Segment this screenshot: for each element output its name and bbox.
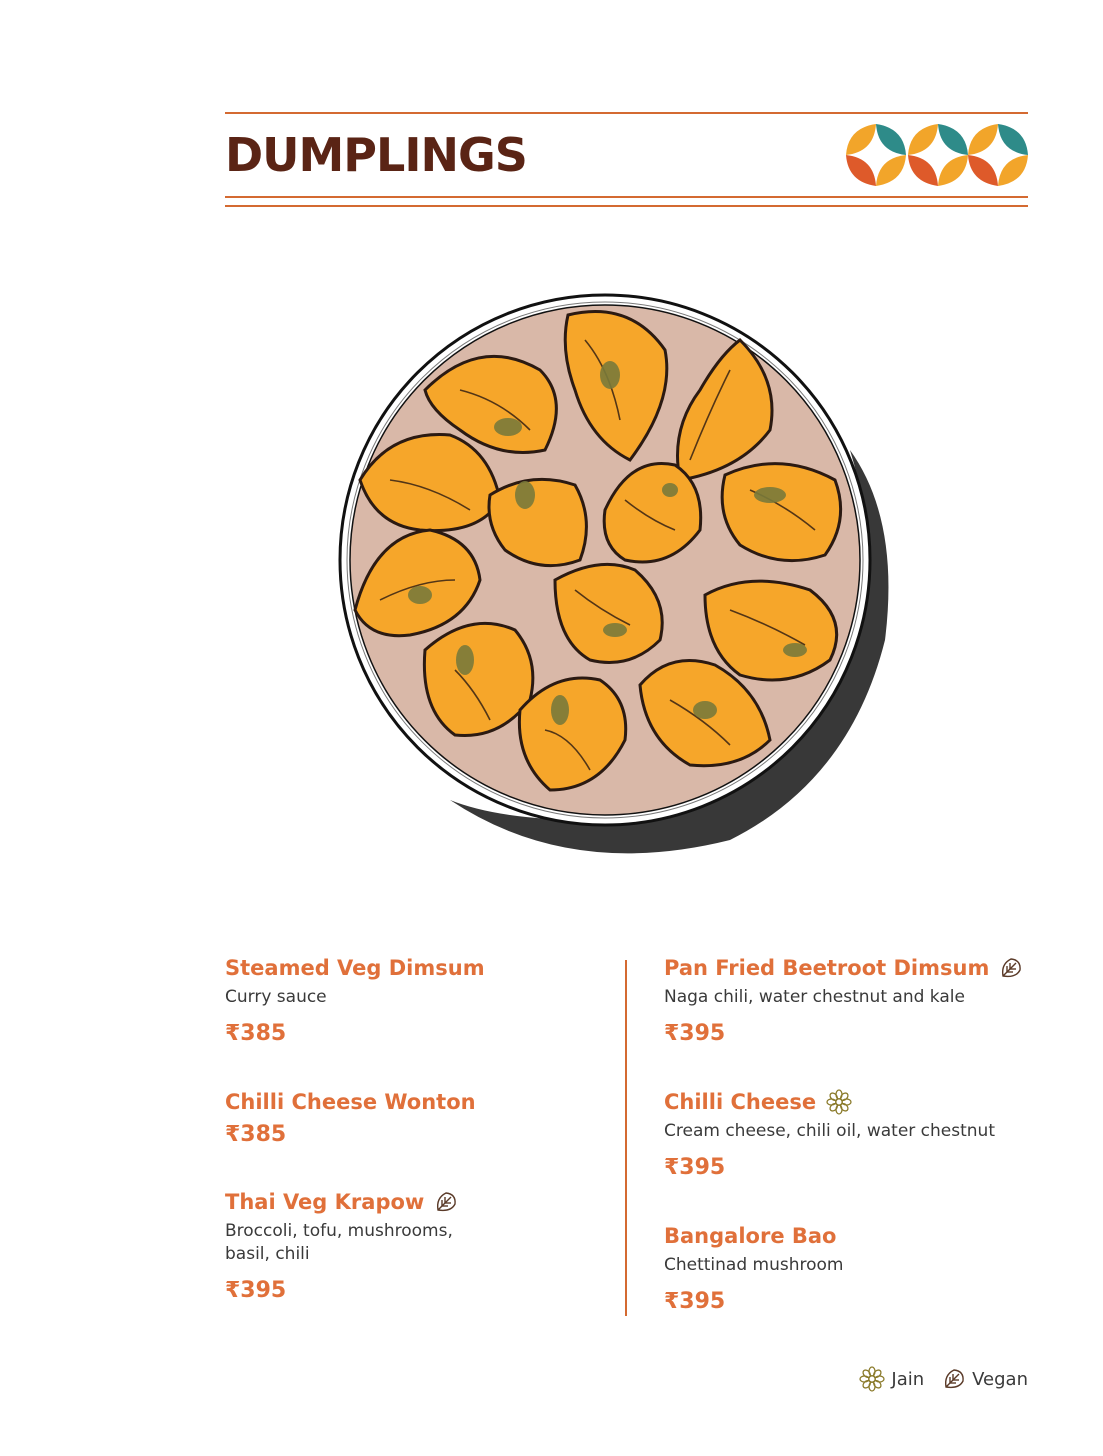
item-price: ₹385 bbox=[225, 1021, 287, 1046]
menu-item bbox=[664, 954, 1023, 1049]
legend-vegan bbox=[942, 1367, 1028, 1391]
petal-pattern-icon bbox=[846, 122, 1030, 188]
jain-flower-icon bbox=[859, 1366, 885, 1392]
dietary-legend bbox=[859, 1366, 1028, 1392]
item-name-row bbox=[664, 954, 1023, 982]
item-description: Naga chili, water chestnut and kale bbox=[664, 987, 965, 1007]
legend-jain bbox=[859, 1366, 924, 1392]
item-name-row bbox=[664, 1088, 995, 1116]
item-description-line: basil, chili bbox=[225, 1244, 310, 1264]
item-name: Steamed Veg Dimsum bbox=[225, 956, 485, 980]
menu-item bbox=[225, 1088, 476, 1150]
item-price: ₹385 bbox=[225, 1122, 287, 1147]
vegan-leaf-icon bbox=[999, 956, 1023, 980]
item-description bbox=[225, 1220, 458, 1266]
menu-item bbox=[225, 1188, 458, 1306]
item-name-row bbox=[225, 1188, 458, 1216]
item-description: Curry sauce bbox=[225, 987, 327, 1007]
dumpling-plate-illustration bbox=[330, 280, 910, 870]
item-description: Cream cheese, chili oil, water chestnut bbox=[664, 1121, 995, 1141]
item-name: Chilli Cheese Wonton bbox=[225, 1090, 476, 1114]
legend-vegan-label: Vegan bbox=[972, 1368, 1028, 1390]
header-rule-2 bbox=[225, 205, 1028, 207]
column-divider bbox=[625, 960, 627, 1316]
item-price: ₹395 bbox=[225, 1278, 287, 1303]
header-rule-1 bbox=[225, 196, 1028, 198]
item-description-line: Broccoli, tofu, mushrooms, bbox=[225, 1221, 453, 1241]
menu-item bbox=[664, 1088, 995, 1183]
page-title: DUMPLINGS bbox=[225, 128, 527, 182]
menu-item bbox=[225, 954, 485, 1049]
item-name: Pan Fried Beetroot Dimsum bbox=[664, 956, 990, 980]
header-top-rule bbox=[225, 112, 1028, 114]
vegan-leaf-icon bbox=[434, 1190, 458, 1214]
item-description: Chettinad mushroom bbox=[664, 1255, 844, 1275]
jain-flower-icon bbox=[826, 1089, 852, 1115]
legend-jain-label: Jain bbox=[891, 1368, 925, 1390]
item-name: Bangalore Bao bbox=[664, 1224, 837, 1248]
item-price: ₹395 bbox=[664, 1155, 726, 1180]
item-name: Thai Veg Krapow bbox=[225, 1190, 425, 1214]
vegan-leaf-icon bbox=[942, 1367, 966, 1391]
item-name: Chilli Cheese bbox=[664, 1090, 817, 1114]
menu-item bbox=[664, 1222, 844, 1317]
item-price: ₹395 bbox=[664, 1289, 726, 1314]
item-price: ₹395 bbox=[664, 1021, 726, 1046]
